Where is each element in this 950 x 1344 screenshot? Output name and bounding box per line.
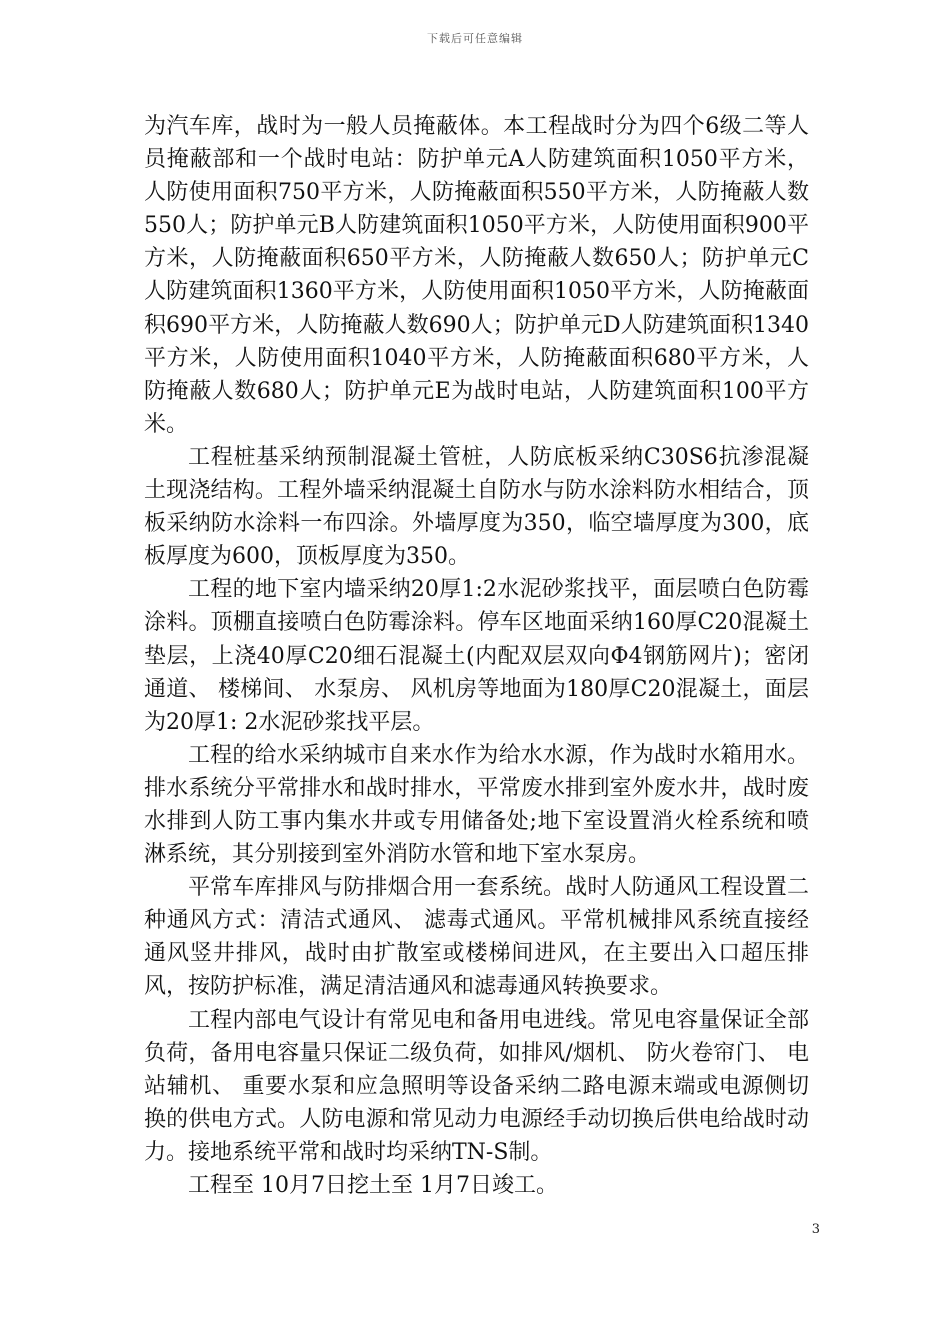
page-number: 3 (811, 1222, 820, 1237)
paragraph-water-supply: 工程的给水采纳城市自来水作为给水水源，作为战时水箱用水。排水系统分平常排水和战时排水，平常废水排到室外废水井，战时废水排到人防工事内集水井或专用储备处;地下室设置消火栓系统和喷淋系统，其分别接到室外消防水管和地下室水泵房。 (144, 742, 809, 868)
paragraph-electrical: 工程内部电气设计有常见电和备用电进线。常见电容量保证全部负荷，备用电容量只保证二级负荷，如排风/烟机、 防火卷帘门、 电站辅机、 重要水泵和应急照明等设备采纳二路电源末端或电源侧切换的供电方式。人防电源和常见动力电源经手动切换后供电给战时动力。接地系统平常和战时均采纳TN-S制。 (144, 1007, 809, 1165)
paragraph-schedule: 工程至 10月7日挖土至 1月7日竣工。 (188, 1173, 558, 1198)
page-header: 下载后可任意编辑 (427, 32, 523, 45)
paragraph-personnel-shelter: 为汽车库，战时为一般人员掩蔽体。本工程战时分为四个6级二等人员掩蔽部和一个战时电站：防护单元A人防建筑面积1050平方米，人防使用面积750平方米，人防掩蔽面积550平方米，人防掩蔽人数550人；防护单元B人防建筑面积1050平方米，人防使用面积900平方米，人防掩蔽面积650平方米，人防掩蔽人数650人；防护单元C人防建筑面积1360平方米，人防使用面积1050平方米，人防掩蔽面积690平方米，人防掩蔽人数690人；防护单元D人防建筑面积1340平方米，人防使用面积1040平方米，人防掩蔽面积680平方米，人防掩蔽人数680人；防护单元E为战时电站，人防建筑面积100平方米。 (144, 114, 810, 437)
paragraph-ventilation: 平常车库排风与防排烟合用一套系统。战时人防通风工程设置二种通风方式：清洁式通风、 滤毒式通风。平常机械排风系统直接经通风竖井排风，战时由扩散室或楼梯间进风，在主要出入口超压排风，按防护标准，满足清洁通风和滤毒通风转换要求。 (144, 875, 809, 1000)
paragraph-interior-finish: 工程的地下室内墙采纳20厚1:2水泥砂浆找平，面层喷白色防霉涂料。顶棚直接喷白色防霉涂料。停车区地面采纳160厚C20混凝土垫层，上浇40厚C20细石混凝土(内配双层双向Φ4钢筋网片)；密闭通道、 楼梯间、 水泵房、 风机房等地面为180厚C20混凝土，面层为20厚1: 2水泥砂浆找平层。 (144, 577, 809, 735)
document-body (144, 110, 809, 1202)
paragraph-structure: 工程桩基采纳预制混凝土管桩，人防底板采纳C30S6抗渗混凝土现浇结构。工程外墙采纳混凝土自防水与防水涂料防水相结合，顶板采纳防水涂料一布四涂。外墙厚度为350，临空墙厚度为300，底板厚度为600，顶板厚度为350。 (144, 444, 810, 570)
